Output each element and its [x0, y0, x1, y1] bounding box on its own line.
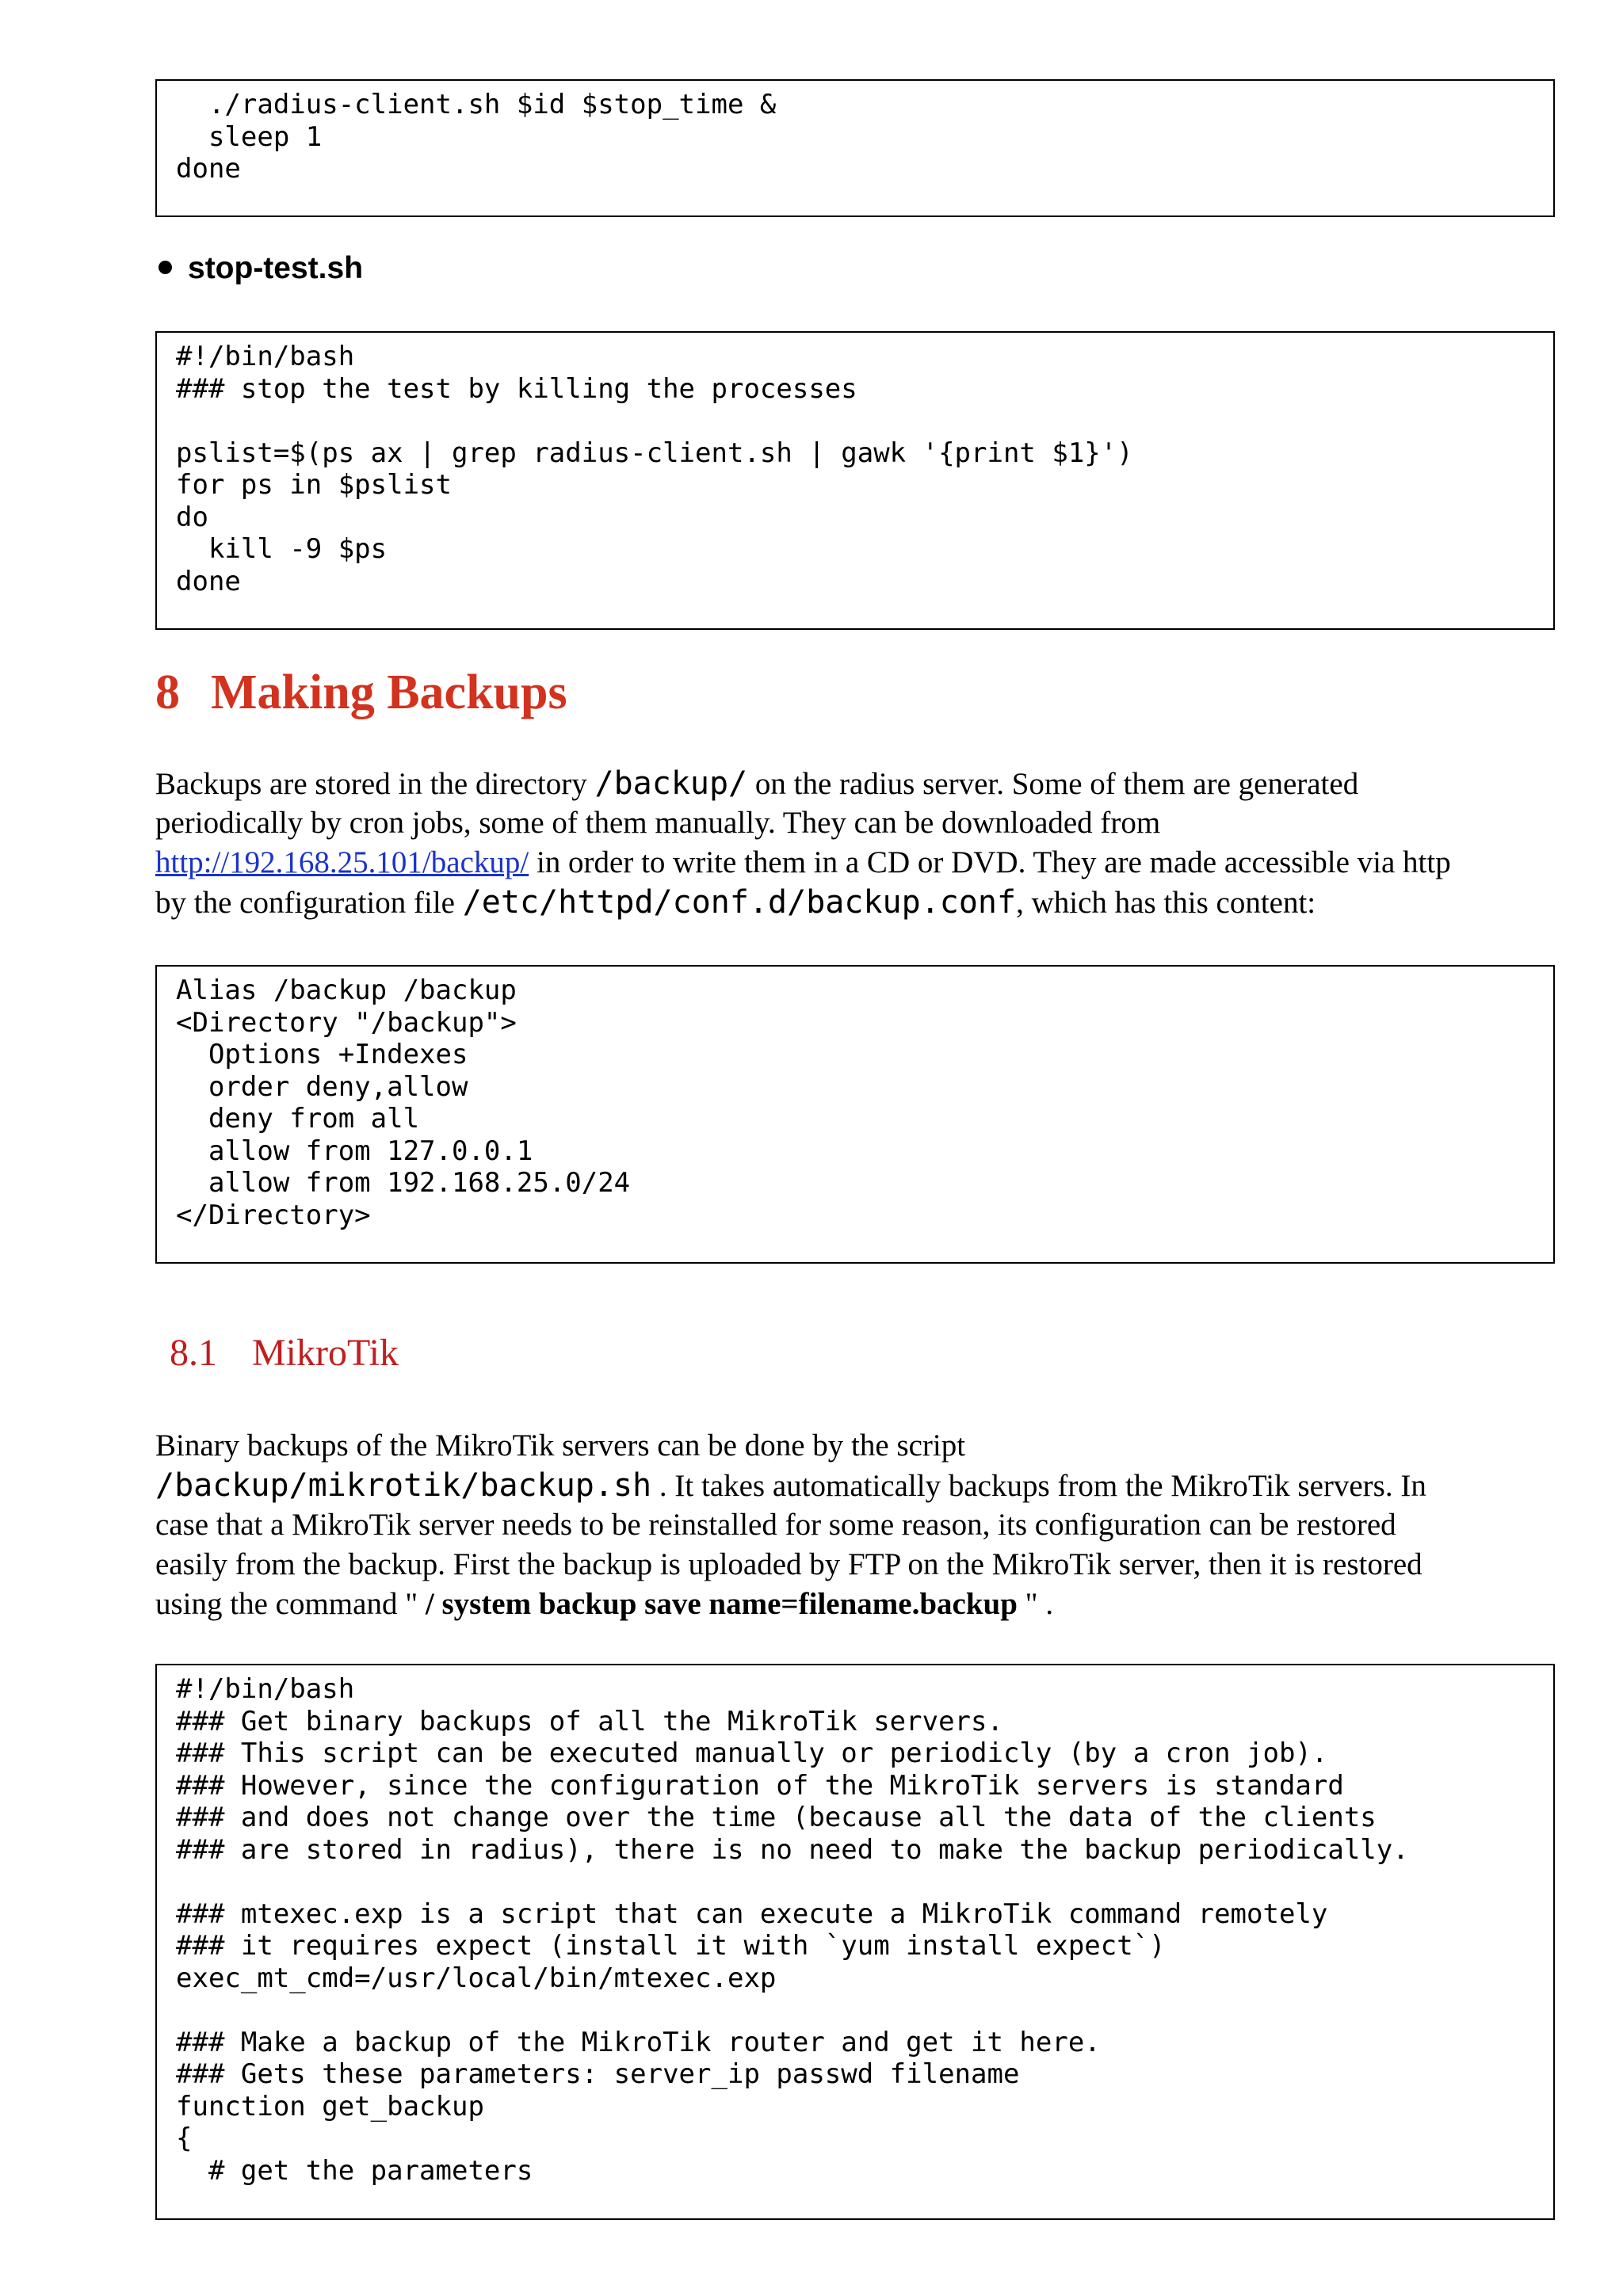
code-line: deny from all: [176, 1103, 420, 1135]
code-line: Options +Indexes: [176, 1039, 468, 1070]
subsection-number: 8.1: [170, 1332, 217, 1374]
code-line: ### Get binary backups of all the MikroTik servers.: [176, 1705, 1003, 1737]
code-line: #!/bin/bash: [176, 1673, 355, 1705]
code-line: ### it requires expect (install it with `yum install expect`): [176, 1930, 1166, 1962]
code-line: #!/bin/bash: [176, 341, 355, 372]
code-line: # get the parameters: [176, 2154, 533, 2187]
code-line: </Directory>: [176, 1199, 371, 1231]
code-block-backup-conf: [155, 965, 1555, 1264]
code-line: ### This script can be executed manually or periodicly (by a cron job).: [176, 1737, 1328, 1769]
command-text: / system backup save name=filename.backup: [425, 1587, 1018, 1621]
inline-code-backup-dir: /backup/: [594, 765, 748, 802]
code-line: kill -9 $ps: [176, 533, 388, 565]
bullet-label: stop-test.sh: [188, 251, 364, 285]
code-line: exec_mt_cmd=/usr/local/bin/mtexec.exp: [176, 1962, 777, 1994]
text: using the command ": [155, 1587, 426, 1621]
code-line: <Directory "/backup">: [176, 1006, 517, 1039]
code-line: pslist=$(ps ax | grep radius-client.sh | gawk '{print $1}'): [176, 437, 1133, 469]
text: . It takes automatically backups from the MikroTik servers. In: [651, 1469, 1426, 1503]
text: Binary backups of the MikroTik servers can be done by the script: [155, 1428, 966, 1463]
code-line: done: [176, 565, 241, 597]
text: by the configuration file: [155, 886, 463, 920]
code-line: ### and does not change over the time (because all the data of the clients: [176, 1802, 1377, 1833]
code-line: Alias /backup /backup: [176, 974, 517, 1006]
code-block-stop-test: [155, 331, 1555, 630]
subsection-title: MikroTik: [252, 1332, 399, 1374]
text: in order to write them in a CD or DVD. They are made accessible via http: [529, 845, 1451, 879]
code-line: ### mtexec.exp is a script that can execute a MikroTik command remotely: [176, 1897, 1328, 1930]
bullet-item-stop-test: [158, 250, 363, 287]
code-line: ### stop the test by killing the processes: [176, 372, 857, 405]
inline-code-backup-conf: /etc/httpd/conf.d/backup.conf: [462, 884, 1017, 921]
code-line: for ps in $pslist: [176, 469, 452, 501]
code-line: allow from 127.0.0.1: [176, 1135, 533, 1167]
code-line: ### are stored in radius), there is no need to make the backup periodically.: [176, 1833, 1409, 1866]
text: , which has this content:: [1016, 886, 1316, 920]
code-line: ### Gets these parameters: server_ip passwd filename: [176, 2058, 1020, 2090]
bullet-icon: [158, 261, 172, 274]
text: case that a MikroTik server needs to be reinstalled for some reason, its configuration can be restored: [155, 1508, 1396, 1542]
backup-url-link[interactable]: http://192.168.25.101/backup/: [155, 845, 529, 879]
section-title: Making Backups: [211, 666, 567, 719]
paragraph-mikrotik: [155, 1426, 1566, 1624]
text: easily from the backup. First the backup is uploaded by FTP on the MikroTik server, then it is restored: [155, 1547, 1423, 1581]
code-line: function get_backup: [176, 2090, 484, 2122]
code-line: done: [176, 153, 241, 185]
text: periodically by cron jobs, some of them manually. They can be downloaded from: [155, 806, 1161, 840]
section-heading-making-backups: [155, 664, 567, 721]
text: on the radius server. Some of them are generated: [747, 767, 1359, 801]
code-block-mikrotik-backup-script: [155, 1664, 1555, 2220]
code-line: sleep 1: [176, 120, 323, 153]
code-line: {: [176, 2122, 193, 2154]
code-line: ### However, since the configuration of the MikroTik servers is standard: [176, 1769, 1344, 1802]
subsection-heading-mikrotik: [170, 1331, 399, 1375]
code-line: ### Make a backup of the MikroTik router and get it here.: [176, 2026, 1101, 2058]
paragraph-backups: [155, 764, 1566, 922]
section-number: 8: [155, 666, 180, 719]
inline-code-backup-script: /backup/mikrotik/backup.sh: [155, 1467, 652, 1504]
text: Backups are stored in the directory: [155, 767, 595, 801]
code-line: do: [176, 501, 208, 533]
text: " .: [1017, 1587, 1054, 1621]
code-line: ./radius-client.sh $id $stop_time &: [176, 89, 777, 120]
code-line: allow from 192.168.25.0/24: [176, 1167, 631, 1199]
code-block-radius-client-loop: [155, 79, 1555, 217]
code-line: order deny,allow: [176, 1070, 468, 1103]
